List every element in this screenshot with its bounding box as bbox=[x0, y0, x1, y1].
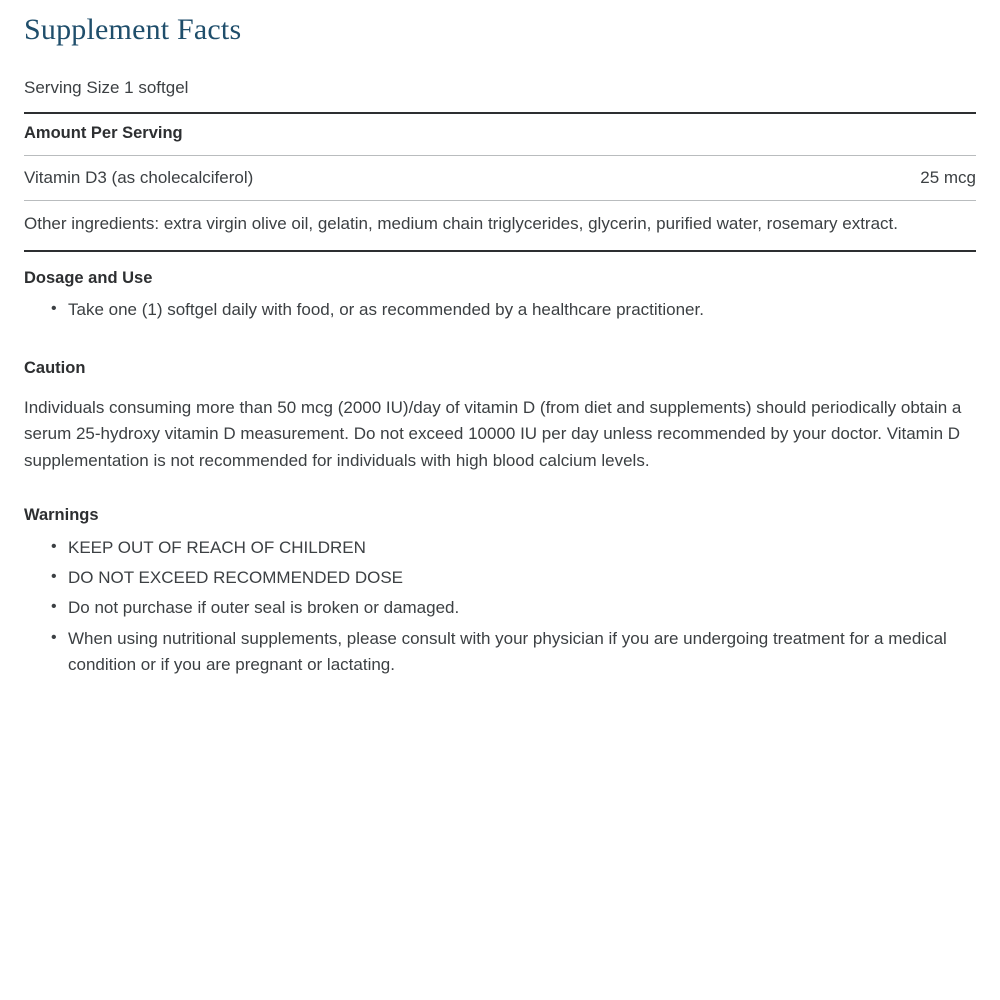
list-item: • Take one (1) softgel daily with food, or as recommended by a healthcare practitioner. bbox=[68, 297, 976, 323]
warnings-list bbox=[24, 535, 976, 679]
serving-size-text: Serving Size 1 softgel bbox=[24, 78, 189, 97]
divider-under-amount-header bbox=[24, 155, 976, 156]
dosage-section bbox=[24, 268, 976, 324]
warnings-heading: Warnings bbox=[24, 506, 99, 525]
list-item: • Do not purchase if outer seal is broken or damaged. bbox=[68, 595, 976, 621]
divider-bottom bbox=[24, 250, 976, 252]
warnings-section bbox=[24, 505, 976, 678]
nutrient-name: Vitamin D3 (as cholecalciferol) bbox=[24, 168, 254, 188]
caution-section bbox=[24, 358, 976, 474]
caution-body: Individuals consuming more than 50 mcg (2000 IU)/day of vitamin D (from diet and supplements) should periodically obtain a serum 25-hydroxy vitamin D measurement. Do not exceed 10000 IU per day unless recommended by your doctor. Vitamin D supplementation is not recommended for individuals with high blood calcium levels. bbox=[24, 398, 962, 470]
list-item: • When using nutritional supplements, please consult with your physician if you are undergoing treatment for a medical condition or if you are pregnant or lactating. bbox=[68, 626, 976, 679]
dosage-heading: Dosage and Use bbox=[24, 268, 153, 287]
page-title: Supplement Facts bbox=[24, 13, 242, 46]
list-item: • DO NOT EXCEED RECOMMENDED DOSE bbox=[68, 565, 976, 591]
nutrient-amount: 25 mcg bbox=[920, 168, 976, 188]
divider-under-nutrient-row bbox=[24, 200, 976, 201]
list-item: • KEEP OUT OF REACH OF CHILDREN bbox=[68, 535, 976, 561]
dosage-list bbox=[24, 297, 976, 323]
amount-per-serving-header: Amount Per Serving bbox=[24, 123, 183, 142]
caution-heading: Caution bbox=[24, 358, 86, 377]
table-row bbox=[24, 167, 976, 189]
divider-top bbox=[24, 112, 976, 114]
other-ingredients-text: Other ingredients: extra virgin olive oil, gelatin, medium chain triglycerides, glycerin, purified water, rosemary extract. bbox=[24, 214, 898, 234]
